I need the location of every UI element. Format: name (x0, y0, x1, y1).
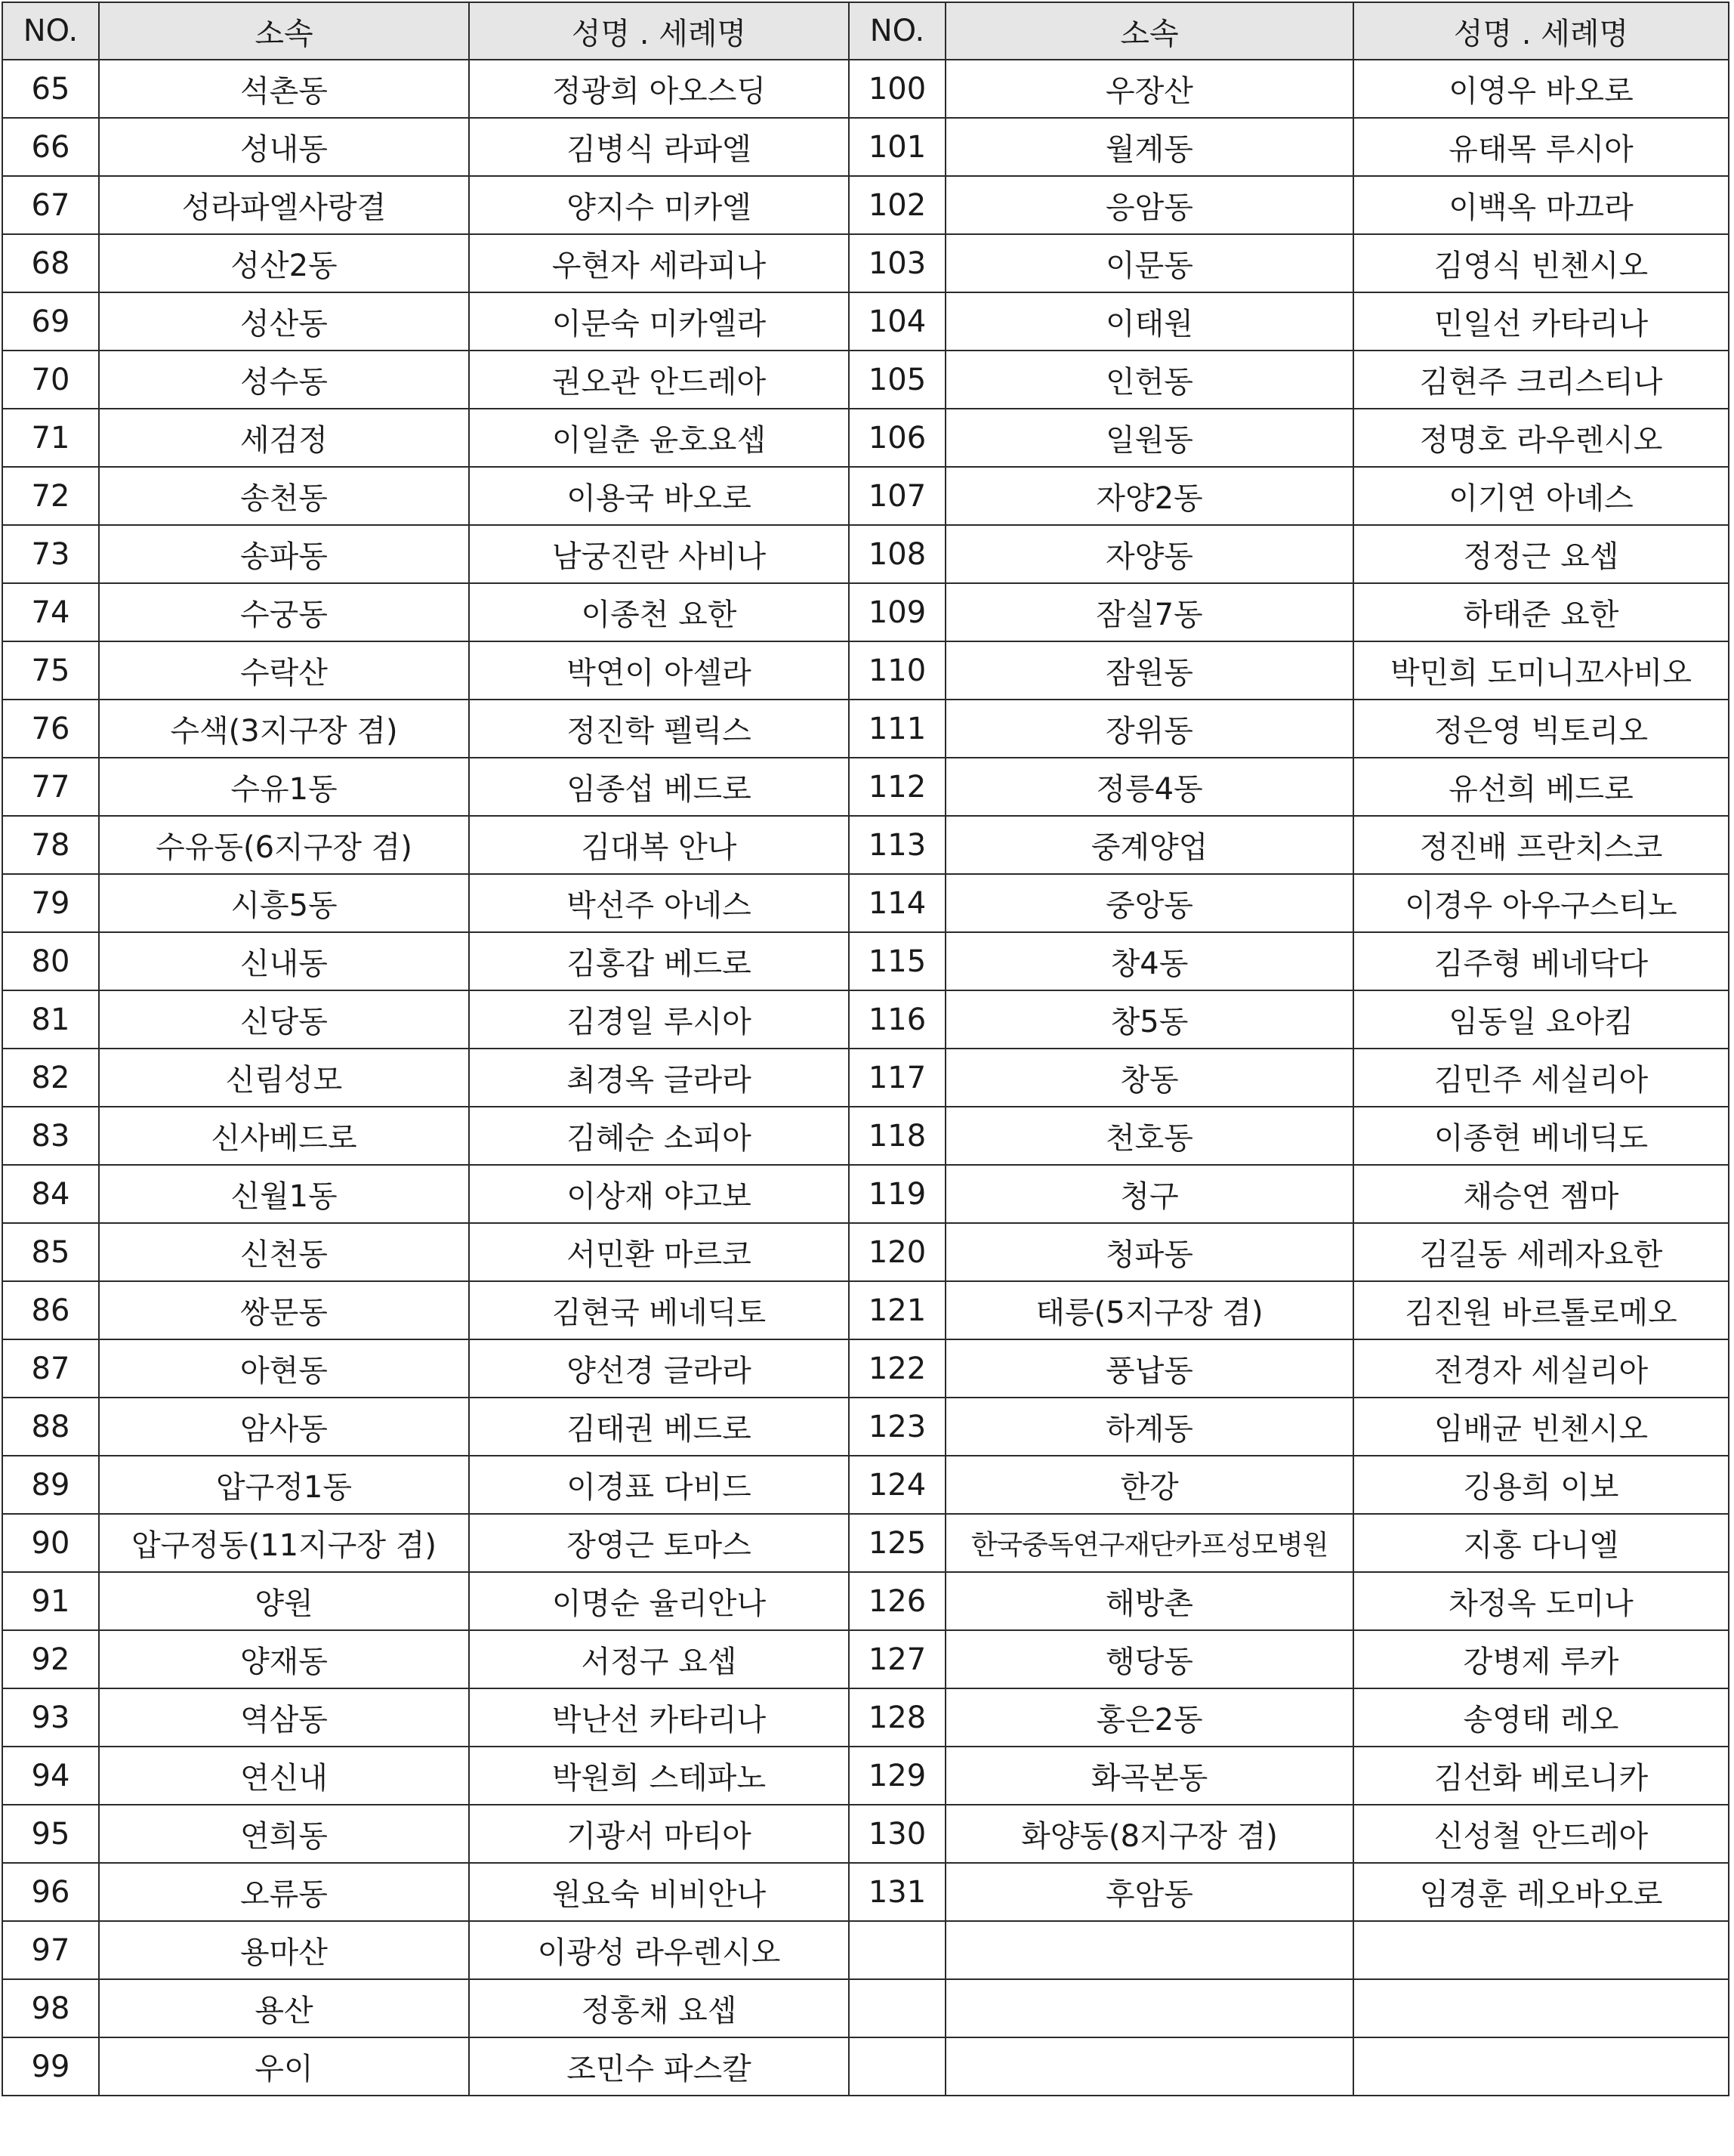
cell-name-right: 채승연 젬마 (1353, 1165, 1729, 1223)
cell-affiliation-right: 잠실7동 (946, 583, 1353, 641)
cell-no-left: 96 (2, 1863, 99, 1921)
cell-affiliation-left: 압구정동(11지구장 겸) (99, 1514, 469, 1572)
cell-name-left: 장영근 토마스 (469, 1514, 849, 1572)
table-row (2, 292, 1729, 351)
cell-no-right: 131 (849, 1863, 946, 1921)
cell-affiliation-right (946, 2037, 1353, 2096)
cell-no-right (849, 2037, 946, 2096)
cell-name-left: 원요숙 비비안나 (469, 1863, 849, 1921)
table-row (2, 1863, 1729, 1921)
cell-name-left: 조민수 파스칼 (469, 2037, 849, 2096)
cell-affiliation-right: 청구 (946, 1165, 1353, 1223)
cell-name-right: 김현주 크리스티나 (1353, 351, 1729, 409)
table-row (2, 583, 1729, 641)
cell-name-right: 김길동 세레자요한 (1353, 1223, 1729, 1281)
table-row (2, 1514, 1729, 1572)
cell-name-right: 임경훈 레오바오로 (1353, 1863, 1729, 1921)
cell-affiliation-right: 태릉(5지구장 겸) (946, 1281, 1353, 1339)
cell-no-right: 110 (849, 641, 946, 700)
cell-name-right: 깅용희 이보 (1353, 1456, 1729, 1514)
roster-body (2, 60, 1729, 2096)
cell-affiliation-right: 중계양업 (946, 816, 1353, 874)
cell-name-left: 임종섭 베드로 (469, 758, 849, 816)
cell-affiliation-left: 신내동 (99, 932, 469, 990)
cell-affiliation-left: 송천동 (99, 467, 469, 525)
cell-no-right: 105 (849, 351, 946, 409)
cell-name-right: 이경우 아우구스티노 (1353, 874, 1729, 932)
cell-no-left: 89 (2, 1456, 99, 1514)
cell-name-right: 차정옥 도미나 (1353, 1572, 1729, 1630)
cell-no-right: 119 (849, 1165, 946, 1223)
cell-no-left: 80 (2, 932, 99, 990)
cell-affiliation-left: 쌍문동 (99, 1281, 469, 1339)
cell-name-right: 김민주 세실리아 (1353, 1049, 1729, 1107)
cell-no-right: 128 (849, 1688, 946, 1747)
cell-no-left: 72 (2, 467, 99, 525)
cell-affiliation-right: 이태원 (946, 292, 1353, 351)
table-row (2, 1747, 1729, 1805)
cell-name-left: 이종천 요한 (469, 583, 849, 641)
cell-name-left: 정광희 아오스딩 (469, 60, 849, 118)
cell-name-left: 권오관 안드레아 (469, 351, 849, 409)
table-row (2, 467, 1729, 525)
cell-affiliation-right: 자양동 (946, 525, 1353, 583)
cell-affiliation-left: 신당동 (99, 990, 469, 1049)
table-row (2, 2037, 1729, 2096)
table-row (2, 700, 1729, 758)
cell-no-right: 113 (849, 816, 946, 874)
cell-no-left: 70 (2, 351, 99, 409)
header-no-left: NO. (2, 2, 99, 60)
cell-no-left: 79 (2, 874, 99, 932)
cell-affiliation-left: 암사동 (99, 1398, 469, 1456)
cell-name-left: 양선경 글라라 (469, 1339, 849, 1398)
cell-affiliation-right: 자양2동 (946, 467, 1353, 525)
cell-no-right: 106 (849, 409, 946, 467)
cell-no-right: 130 (849, 1805, 946, 1863)
cell-affiliation-right: 우장산 (946, 60, 1353, 118)
cell-no-left: 81 (2, 990, 99, 1049)
cell-affiliation-left: 용마산 (99, 1921, 469, 1979)
cell-no-left: 66 (2, 118, 99, 176)
cell-no-left: 74 (2, 583, 99, 641)
cell-no-left: 94 (2, 1747, 99, 1805)
cell-no-right: 121 (849, 1281, 946, 1339)
cell-no-right: 107 (849, 467, 946, 525)
cell-name-left: 서정구 요셉 (469, 1630, 849, 1688)
table-row (2, 118, 1729, 176)
table-row (2, 1630, 1729, 1688)
cell-name-left: 김태권 베드로 (469, 1398, 849, 1456)
cell-affiliation-right: 창4동 (946, 932, 1353, 990)
cell-affiliation-right: 창5동 (946, 990, 1353, 1049)
cell-affiliation-left: 압구정1동 (99, 1456, 469, 1514)
cell-name-left: 정진학 펠릭스 (469, 700, 849, 758)
table-row (2, 525, 1729, 583)
cell-name-left: 이용국 바오로 (469, 467, 849, 525)
cell-affiliation-right: 이문동 (946, 234, 1353, 292)
cell-affiliation-left: 우이 (99, 2037, 469, 2096)
cell-name-right: 신성철 안드레아 (1353, 1805, 1729, 1863)
table-row (2, 874, 1729, 932)
cell-no-left: 95 (2, 1805, 99, 1863)
cell-no-right: 129 (849, 1747, 946, 1805)
cell-name-right: 이백옥 마끄라 (1353, 176, 1729, 234)
cell-no-left: 99 (2, 2037, 99, 2096)
roster-table-wrapper (2, 2, 1729, 2096)
cell-no-left: 67 (2, 176, 99, 234)
table-row (2, 816, 1729, 874)
table-row (2, 1456, 1729, 1514)
cell-name-left: 이일춘 윤호요셉 (469, 409, 849, 467)
cell-no-left: 78 (2, 816, 99, 874)
cell-no-right: 124 (849, 1456, 946, 1514)
cell-name-left: 이경표 다비드 (469, 1456, 849, 1514)
cell-affiliation-left: 역삼동 (99, 1688, 469, 1747)
table-row (2, 60, 1729, 118)
cell-affiliation-left: 송파동 (99, 525, 469, 583)
cell-no-right: 120 (849, 1223, 946, 1281)
table-row (2, 1165, 1729, 1223)
cell-no-right (849, 1921, 946, 1979)
cell-no-right: 103 (849, 234, 946, 292)
table-row (2, 1281, 1729, 1339)
header-row (2, 2, 1729, 60)
cell-affiliation-left: 성내동 (99, 118, 469, 176)
cell-no-left: 97 (2, 1921, 99, 1979)
cell-affiliation-left: 용산 (99, 1979, 469, 2037)
cell-name-right: 이종현 베네딕도 (1353, 1107, 1729, 1165)
cell-name-left: 이상재 야고보 (469, 1165, 849, 1223)
cell-name-left: 박선주 아네스 (469, 874, 849, 932)
cell-affiliation-right: 홍은2동 (946, 1688, 1353, 1747)
cell-name-left: 이문숙 미카엘라 (469, 292, 849, 351)
cell-no-left: 86 (2, 1281, 99, 1339)
cell-name-right: 전경자 세실리아 (1353, 1339, 1729, 1398)
cell-affiliation-right: 해방촌 (946, 1572, 1353, 1630)
cell-name-right: 김영식 빈첸시오 (1353, 234, 1729, 292)
cell-affiliation-left: 신월1동 (99, 1165, 469, 1223)
cell-affiliation-left: 성수동 (99, 351, 469, 409)
cell-no-right: 118 (849, 1107, 946, 1165)
cell-affiliation-right: 화곡본동 (946, 1747, 1353, 1805)
cell-affiliation-left: 신사베드로 (99, 1107, 469, 1165)
cell-no-right: 109 (849, 583, 946, 641)
cell-name-left: 서민환 마르코 (469, 1223, 849, 1281)
cell-name-right: 유태목 루시아 (1353, 118, 1729, 176)
cell-name-right: 정정근 요셉 (1353, 525, 1729, 583)
table-row (2, 1979, 1729, 2037)
cell-no-right: 104 (849, 292, 946, 351)
cell-name-right: 민일선 카타리나 (1353, 292, 1729, 351)
cell-affiliation-right: 창동 (946, 1049, 1353, 1107)
cell-affiliation-right: 월계동 (946, 118, 1353, 176)
cell-affiliation-right: 중앙동 (946, 874, 1353, 932)
table-row (2, 990, 1729, 1049)
cell-affiliation-left: 신림성모 (99, 1049, 469, 1107)
table-row (2, 932, 1729, 990)
cell-name-right: 지홍 다니엘 (1353, 1514, 1729, 1572)
cell-name-right: 이기연 아녜스 (1353, 467, 1729, 525)
cell-name-left: 우현자 세라피나 (469, 234, 849, 292)
cell-affiliation-right: 행당동 (946, 1630, 1353, 1688)
table-row (2, 1398, 1729, 1456)
cell-name-right: 임동일 요아킴 (1353, 990, 1729, 1049)
cell-no-left: 93 (2, 1688, 99, 1747)
cell-name-right: 정명호 라우렌시오 (1353, 409, 1729, 467)
table-row (2, 409, 1729, 467)
cell-affiliation-left: 연희동 (99, 1805, 469, 1863)
cell-name-left: 김대복 안나 (469, 816, 849, 874)
cell-affiliation-right: 천호동 (946, 1107, 1353, 1165)
cell-affiliation-left: 신천동 (99, 1223, 469, 1281)
cell-affiliation-right: 인헌동 (946, 351, 1353, 409)
cell-no-right: 108 (849, 525, 946, 583)
table-row (2, 1688, 1729, 1747)
cell-name-left: 최경옥 글라라 (469, 1049, 849, 1107)
header-affiliation-right: 소속 (946, 2, 1353, 60)
cell-name-right: 송영태 레오 (1353, 1688, 1729, 1747)
cell-no-right: 114 (849, 874, 946, 932)
cell-no-right: 117 (849, 1049, 946, 1107)
cell-name-left: 박연이 아셀라 (469, 641, 849, 700)
cell-no-left: 73 (2, 525, 99, 583)
cell-name-left: 정홍채 요셉 (469, 1979, 849, 2037)
cell-affiliation-right: 장위동 (946, 700, 1353, 758)
cell-affiliation-left: 수궁동 (99, 583, 469, 641)
table-row (2, 1805, 1729, 1863)
cell-name-left: 기광서 마티아 (469, 1805, 849, 1863)
cell-name-right: 정은영 빅토리오 (1353, 700, 1729, 758)
cell-name-right (1353, 2037, 1729, 2096)
cell-affiliation-left: 세검정 (99, 409, 469, 467)
cell-no-right: 127 (849, 1630, 946, 1688)
cell-no-left: 91 (2, 1572, 99, 1630)
cell-affiliation-left: 연신내 (99, 1747, 469, 1805)
cell-name-left: 김현국 베네딕토 (469, 1281, 849, 1339)
cell-name-left: 박난선 카타리나 (469, 1688, 849, 1747)
table-row (2, 1339, 1729, 1398)
cell-affiliation-right: 정릉4동 (946, 758, 1353, 816)
cell-no-right: 126 (849, 1572, 946, 1630)
header-name-left: 성명 . 세례명 (469, 2, 849, 60)
cell-no-left: 88 (2, 1398, 99, 1456)
header-name-right: 성명 . 세례명 (1353, 2, 1729, 60)
cell-affiliation-right: 응암동 (946, 176, 1353, 234)
cell-name-left: 김혜순 소피아 (469, 1107, 849, 1165)
cell-name-left: 김병식 라파엘 (469, 118, 849, 176)
table-row (2, 1223, 1729, 1281)
cell-no-right: 115 (849, 932, 946, 990)
cell-no-left: 87 (2, 1339, 99, 1398)
table-row (2, 1921, 1729, 1979)
cell-name-right: 하태준 요한 (1353, 583, 1729, 641)
table-row (2, 176, 1729, 234)
cell-name-right: 박민희 도미니꼬사비오 (1353, 641, 1729, 700)
cell-affiliation-right: 하계동 (946, 1398, 1353, 1456)
cell-no-left: 83 (2, 1107, 99, 1165)
cell-name-right: 유선희 베드로 (1353, 758, 1729, 816)
cell-no-left: 90 (2, 1514, 99, 1572)
cell-name-right: 임배균 빈첸시오 (1353, 1398, 1729, 1456)
cell-no-right: 101 (849, 118, 946, 176)
cell-affiliation-right (946, 1979, 1353, 2037)
cell-no-right: 100 (849, 60, 946, 118)
cell-affiliation-right: 일원동 (946, 409, 1353, 467)
cell-name-right (1353, 1921, 1729, 1979)
cell-no-right: 102 (849, 176, 946, 234)
cell-affiliation-left: 양재동 (99, 1630, 469, 1688)
cell-affiliation-left: 수유1동 (99, 758, 469, 816)
cell-affiliation-left: 성산2동 (99, 234, 469, 292)
cell-no-left: 71 (2, 409, 99, 467)
table-row (2, 1572, 1729, 1630)
cell-affiliation-right: 청파동 (946, 1223, 1353, 1281)
cell-name-left: 양지수 미카엘 (469, 176, 849, 234)
roster-table (2, 2, 1729, 2096)
cell-affiliation-left: 양원 (99, 1572, 469, 1630)
cell-name-left: 남궁진란 사비나 (469, 525, 849, 583)
table-row (2, 641, 1729, 700)
cell-no-left: 68 (2, 234, 99, 292)
cell-name-left: 박원희 스테파노 (469, 1747, 849, 1805)
cell-no-left: 92 (2, 1630, 99, 1688)
cell-affiliation-left: 성산동 (99, 292, 469, 351)
cell-affiliation-left: 성라파엘사랑결 (99, 176, 469, 234)
cell-name-left: 김홍갑 베드로 (469, 932, 849, 990)
cell-name-right: 김진원 바르톨로메오 (1353, 1281, 1729, 1339)
cell-name-right: 정진배 프란치스코 (1353, 816, 1729, 874)
cell-affiliation-right: 한강 (946, 1456, 1353, 1514)
cell-affiliation-left: 수유동(6지구장 겸) (99, 816, 469, 874)
cell-name-right: 김주형 베네닥다 (1353, 932, 1729, 990)
cell-affiliation-right: 잠원동 (946, 641, 1353, 700)
cell-affiliation-left: 수색(3지구장 겸) (99, 700, 469, 758)
cell-no-right: 111 (849, 700, 946, 758)
cell-name-right (1353, 1979, 1729, 2037)
cell-affiliation-right: 후암동 (946, 1863, 1353, 1921)
cell-no-right: 112 (849, 758, 946, 816)
cell-name-left: 이광성 라우렌시오 (469, 1921, 849, 1979)
cell-name-left: 이명순 율리안나 (469, 1572, 849, 1630)
cell-name-left: 김경일 루시아 (469, 990, 849, 1049)
cell-affiliation-left: 석촌동 (99, 60, 469, 118)
cell-affiliation-right (946, 1921, 1353, 1979)
cell-no-left: 98 (2, 1979, 99, 2037)
table-row (2, 351, 1729, 409)
cell-affiliation-left: 아현동 (99, 1339, 469, 1398)
cell-no-right: 122 (849, 1339, 946, 1398)
table-row (2, 1049, 1729, 1107)
cell-name-right: 강병제 루카 (1353, 1630, 1729, 1688)
cell-no-right (849, 1979, 946, 2037)
cell-no-right: 123 (849, 1398, 946, 1456)
cell-affiliation-right: 풍납동 (946, 1339, 1353, 1398)
cell-no-left: 76 (2, 700, 99, 758)
cell-no-left: 69 (2, 292, 99, 351)
cell-no-left: 75 (2, 641, 99, 700)
header-no-right: NO. (849, 2, 946, 60)
table-row (2, 758, 1729, 816)
cell-no-left: 77 (2, 758, 99, 816)
cell-no-left: 85 (2, 1223, 99, 1281)
cell-name-right: 김선화 베로니카 (1353, 1747, 1729, 1805)
cell-no-left: 82 (2, 1049, 99, 1107)
header-affiliation-left: 소속 (99, 2, 469, 60)
cell-no-left: 84 (2, 1165, 99, 1223)
table-row (2, 1107, 1729, 1165)
cell-no-left: 65 (2, 60, 99, 118)
cell-affiliation-left: 시흥5동 (99, 874, 469, 932)
cell-no-right: 116 (849, 990, 946, 1049)
cell-affiliation-left: 수락산 (99, 641, 469, 700)
table-row (2, 234, 1729, 292)
cell-affiliation-right: 한국중독연구재단카프성모병원 (946, 1514, 1353, 1572)
cell-affiliation-right: 화양동(8지구장 겸) (946, 1805, 1353, 1863)
cell-affiliation-left: 오류동 (99, 1863, 469, 1921)
cell-name-right: 이영우 바오로 (1353, 60, 1729, 118)
cell-no-right: 125 (849, 1514, 946, 1572)
